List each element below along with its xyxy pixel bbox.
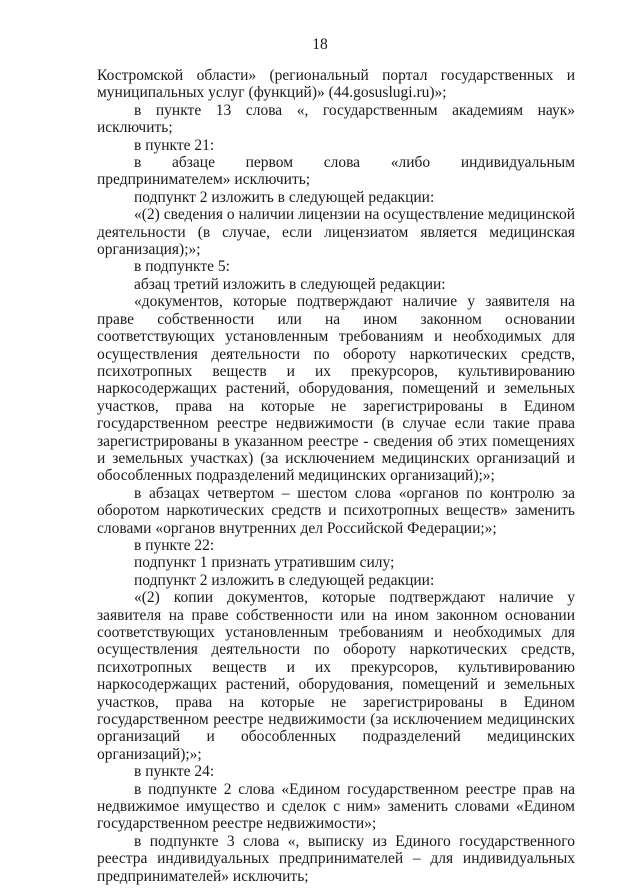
paragraph: в пункте 22: — [134, 536, 215, 554]
page-number: 18 — [312, 36, 328, 53]
paragraph: в абзаце первом слова «либо индивидуальным предпринимателем» исключить; — [97, 154, 575, 189]
paragraph: в пункте 21: — [134, 136, 215, 154]
paragraph: подпункт 2 изложить в следующей редакции: — [134, 571, 435, 589]
paragraph: «(2) копии документов, которые подтверждают наличие у заявителя на праве собственности или на ином законном основании соответствующих установленным требованиям и необходимых для осуществления деятельности по обороту наркотических средств, психотропных веществ и их прекурсоров, культивированию наркосодержащих растений, оборудования, помещений и земельных участков, права на которые не зарегистрированы в Едином государственном реестре недвижимости (за исключением медицинских организаций и обособленных подразделений медицинских организаций);»; — [97, 589, 575, 763]
paragraph: «документов, которые подтверждают наличие у заявителя на праве собственности или на ином законном основании соответствующих установленным требованиям и необходимых для осуществления деятельности по обороту наркотических средств, психотропных веществ и их прекурсоров, культивированию наркосодержащих растений, оборудования, помещений и земельных участков, права на которые не зарегистрированы в Едином государственном реестре недвижимости (в случае если такие права зарегистрированы в указанном реестре - сведения об этих помещениях и земельных участках) (за исключением медицинских организаций и обособленных подразделений медицинских организаций);»; — [97, 293, 575, 485]
paragraph: Костромской области» (региональный портал государственных и муниципальных услуг (функций)» (44.gosuslugi.ru)»; — [97, 67, 575, 102]
paragraph: в подпункте 3 слова «, выписку из Единого государственного реестра индивидуальных предпринимателей – для индивидуальных предпринимателей» исключить; — [97, 832, 575, 885]
paragraph: «(2) сведения о наличии лицензии на осуществление медицинской деятельности (в случае, если лицензиатом является медицинская организация);»; — [97, 206, 575, 259]
paragraph: подпункт 1 признать утратившим силу; — [134, 554, 395, 572]
paragraph: абзац третий изложить в следующей редакции: — [134, 275, 446, 293]
document-body — [97, 67, 575, 885]
paragraph: в подпункте 2 слова «Едином государственном реестре прав на недвижимое имущество и сделок с ним» заменить словами «Едином государственном реестре недвижимости»; — [97, 780, 575, 833]
paragraph: в подпункте 5: — [134, 258, 230, 276]
paragraph: в пункте 13 слова «, государственным академиям наук» исключить; — [97, 101, 575, 137]
paragraph: в пункте 24: — [134, 763, 215, 781]
paragraph: подпункт 2 изложить в следующей редакции: — [134, 188, 435, 206]
paragraph: в абзацах четвертом – шестом слова «органов по контролю за оборотом наркотических средств и психотропных веществ» заменить словами «органов внутренних дел Российской Федерации;»; — [97, 484, 575, 537]
